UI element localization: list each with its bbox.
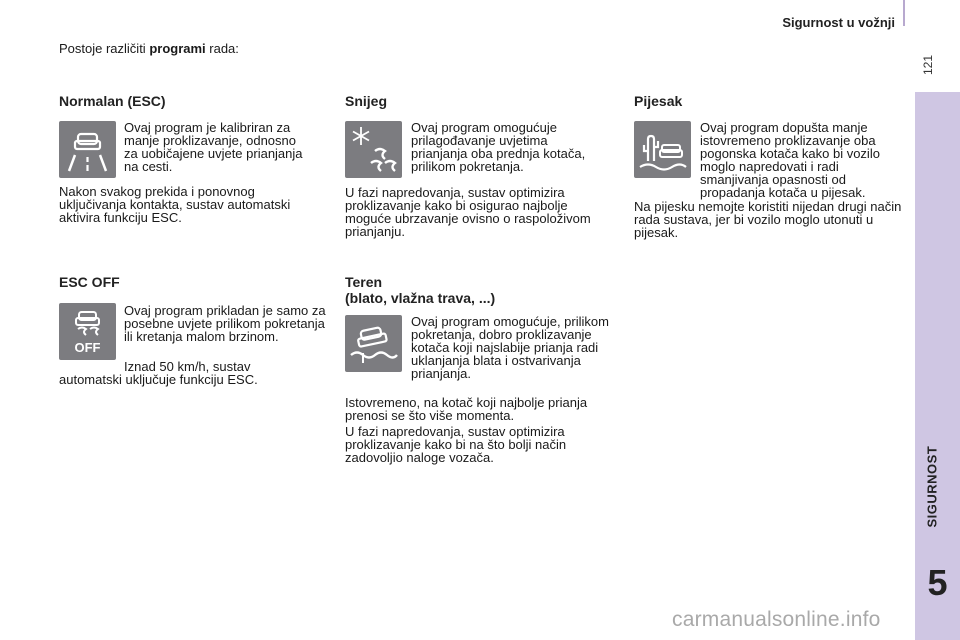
esc-off-icon <box>59 303 116 360</box>
terrain-note-2: U fazi napredovanja, sustav optimizira proklizavanje kako bi na što bolji način zadovoljio naloge vozača. <box>345 424 567 465</box>
svg-text:OFF: OFF <box>74 340 101 355</box>
section-title-sand: Pijesak <box>634 93 683 109</box>
esc-off-description: Ovaj program prikladan je samo za posebne uvjete prilikom pokretanja ili kretanja malom brzinom. <box>124 303 326 344</box>
chapter-side-tab <box>915 92 960 640</box>
snow-note: U fazi napredovanja, sustav optimizira proklizavanje kako bi osigurao najbolje moguće ubrzavanje ovisno o raspoloživom prianjanju. <box>345 185 591 239</box>
sand-mode-icon <box>634 121 691 178</box>
section-title-normal: Normalan (ESC) <box>59 93 166 109</box>
chapter-number: 5 <box>927 562 948 603</box>
section-title-esc-off: ESC OFF <box>59 274 120 290</box>
page-header-title: Sigurnost u vožnji <box>782 15 895 30</box>
section-title-terrain: Teren (blato, vlažna trava, ...) <box>345 274 496 306</box>
sand-note: Na pijesku nemojte koristiti nijedan drugi način rada sustava, jer bi vozilo moglo utonuti u pijesak. <box>634 199 902 240</box>
esc-off-note: Iznad 50 km/h, sustav automatski uključuje funkciju ESC. <box>59 359 258 387</box>
chapter-label: SIGURNOST <box>924 445 940 528</box>
watermark: carmanualsonline.info <box>672 608 881 631</box>
terrain-description: Ovaj program omogućuje, prilikom pokretanja, dobro proklizavanje kotača koji najslabije prianja radi uklanjanja blata i ostvarivanja prianjanja. <box>411 314 609 381</box>
mud-mode-icon <box>345 315 402 372</box>
section-title-snow: Snijeg <box>345 93 388 109</box>
page-number: 121 <box>921 54 935 76</box>
snow-description: Ovaj program omogućuje prilagođavanje uvjetima prianjanja oba prednja kotača, prilikom pokretanja. <box>411 120 586 174</box>
esc-normal-icon <box>59 121 116 178</box>
normal-note: Nakon svakog prekida i ponovnog uključivanja kontakta, sustav automatski aktivira funkciju ESC. <box>59 184 291 225</box>
intro-text: Postoje različiti programi rada: <box>59 41 239 56</box>
header-divider <box>903 0 905 26</box>
normal-description: Ovaj program je kalibriran za manje proklizavanje, odnosno za uobičajene uvjete prianjanja na cesti. <box>124 120 303 174</box>
snow-mode-icon <box>345 121 402 178</box>
sand-description: Ovaj program dopušta manje istovremeno proklizavanje oba pogonska kotača kako bi vozilo moglo napredovati i radi smanjivanja opasnosti od propadanja kotača u pijesak. <box>700 120 880 200</box>
terrain-note-1: Istovremeno, na kotač koji najbolje prianja prenosi se što više momenta. <box>345 395 588 423</box>
